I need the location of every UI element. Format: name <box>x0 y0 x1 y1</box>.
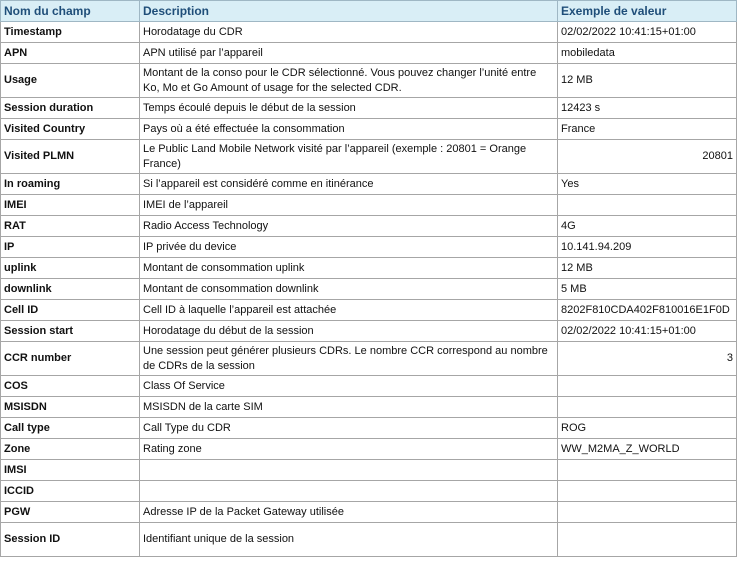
example-cell <box>558 195 737 216</box>
field-name-cell: uplink <box>1 258 140 279</box>
description-cell: Montant de la conso pour le CDR sélectionné. Vous pouvez changer l’unité entre Ko, Mo et Go Amount of usage for the selected CDR. <box>140 64 558 98</box>
field-name-cell: Session ID <box>1 523 140 557</box>
description-cell: Le Public Land Mobile Network visité par l’appareil (exemple : 20801 = Orange France) <box>140 140 558 174</box>
example-cell: 3 <box>558 342 737 376</box>
field-name-cell: PGW <box>1 502 140 523</box>
example-cell: 5 MB <box>558 279 737 300</box>
description-cell: Adresse IP de la Packet Gateway utilisée <box>140 502 558 523</box>
description-cell: Pays où a été effectuée la consommation <box>140 119 558 140</box>
header-example-value: Exemple de valeur <box>558 1 737 22</box>
description-cell: Horodatage du début de la session <box>140 321 558 342</box>
field-name-cell: Session start <box>1 321 140 342</box>
example-cell: WW_M2MA_Z_WORLD <box>558 439 737 460</box>
example-cell: 12423 s <box>558 98 737 119</box>
description-cell: Si l’appareil est considéré comme en itinérance <box>140 174 558 195</box>
table-row <box>1 119 737 140</box>
example-cell: 20801 <box>558 140 737 174</box>
description-cell: Montant de consommation uplink <box>140 258 558 279</box>
table-row <box>1 481 737 502</box>
header-description: Description <box>140 1 558 22</box>
example-cell <box>558 376 737 397</box>
example-cell: Yes <box>558 174 737 195</box>
table-row <box>1 237 737 258</box>
description-cell <box>140 481 558 502</box>
field-name-cell: Timestamp <box>1 22 140 43</box>
field-name-cell: CCR number <box>1 342 140 376</box>
description-cell: Identifiant unique de la session <box>140 523 558 557</box>
table-row <box>1 502 737 523</box>
header-field-name: Nom du champ <box>1 1 140 22</box>
table-row <box>1 64 737 98</box>
field-name-cell: Cell ID <box>1 300 140 321</box>
description-cell: Temps écoulé depuis le début de la session <box>140 98 558 119</box>
table-row <box>1 397 737 418</box>
example-cell <box>558 523 737 557</box>
header-row <box>1 1 737 22</box>
field-name-cell: Usage <box>1 64 140 98</box>
table-row <box>1 174 737 195</box>
description-cell: Radio Access Technology <box>140 216 558 237</box>
table-row <box>1 22 737 43</box>
example-cell: 10.141.94.209 <box>558 237 737 258</box>
table-row <box>1 460 737 481</box>
table-row <box>1 418 737 439</box>
field-name-cell: COS <box>1 376 140 397</box>
description-cell: MSISDN de la carte SIM <box>140 397 558 418</box>
example-cell: mobiledata <box>558 43 737 64</box>
example-cell: 12 MB <box>558 258 737 279</box>
description-cell: Rating zone <box>140 439 558 460</box>
description-cell: IMEI de l’appareil <box>140 195 558 216</box>
table-row <box>1 216 737 237</box>
field-name-cell: Session duration <box>1 98 140 119</box>
field-name-cell: IP <box>1 237 140 258</box>
field-name-cell: Visited PLMN <box>1 140 140 174</box>
description-cell: Call Type du CDR <box>140 418 558 439</box>
example-cell <box>558 460 737 481</box>
example-cell: 4G <box>558 216 737 237</box>
example-cell <box>558 502 737 523</box>
description-cell: IP privée du device <box>140 237 558 258</box>
field-name-cell: Zone <box>1 439 140 460</box>
example-cell: 02/02/2022 10:41:15+01:00 <box>558 22 737 43</box>
description-cell: Horodatage du CDR <box>140 22 558 43</box>
table-row <box>1 195 737 216</box>
example-cell: ROG <box>558 418 737 439</box>
table-row <box>1 258 737 279</box>
description-cell: Une session peut générer plusieurs CDRs. Le nombre CCR correspond au nombre de CDRs de la session <box>140 342 558 376</box>
table-row <box>1 342 737 376</box>
table-row <box>1 279 737 300</box>
description-cell <box>140 460 558 481</box>
table-row <box>1 98 737 119</box>
example-cell: France <box>558 119 737 140</box>
field-name-cell: IMSI <box>1 460 140 481</box>
table-row <box>1 376 737 397</box>
table-row <box>1 523 737 557</box>
field-name-cell: IMEI <box>1 195 140 216</box>
example-cell: 12 MB <box>558 64 737 98</box>
table-row <box>1 300 737 321</box>
example-cell <box>558 481 737 502</box>
description-cell: Montant de consommation downlink <box>140 279 558 300</box>
description-cell: Class Of Service <box>140 376 558 397</box>
field-name-cell: RAT <box>1 216 140 237</box>
field-name-cell: Call type <box>1 418 140 439</box>
field-name-cell: In roaming <box>1 174 140 195</box>
description-cell: Cell ID à laquelle l’appareil est attachée <box>140 300 558 321</box>
field-name-cell: Visited Country <box>1 119 140 140</box>
example-cell: 8202F810CDA402F810016E1F0D <box>558 300 737 321</box>
example-cell: 02/02/2022 10:41:15+01:00 <box>558 321 737 342</box>
example-cell <box>558 397 737 418</box>
field-name-cell: APN <box>1 43 140 64</box>
table-row <box>1 140 737 174</box>
table-row <box>1 43 737 64</box>
table-row <box>1 439 737 460</box>
table-row <box>1 321 737 342</box>
field-name-cell: ICCID <box>1 481 140 502</box>
field-name-cell: downlink <box>1 279 140 300</box>
description-cell: APN utilisé par l’appareil <box>140 43 558 64</box>
field-name-cell: MSISDN <box>1 397 140 418</box>
